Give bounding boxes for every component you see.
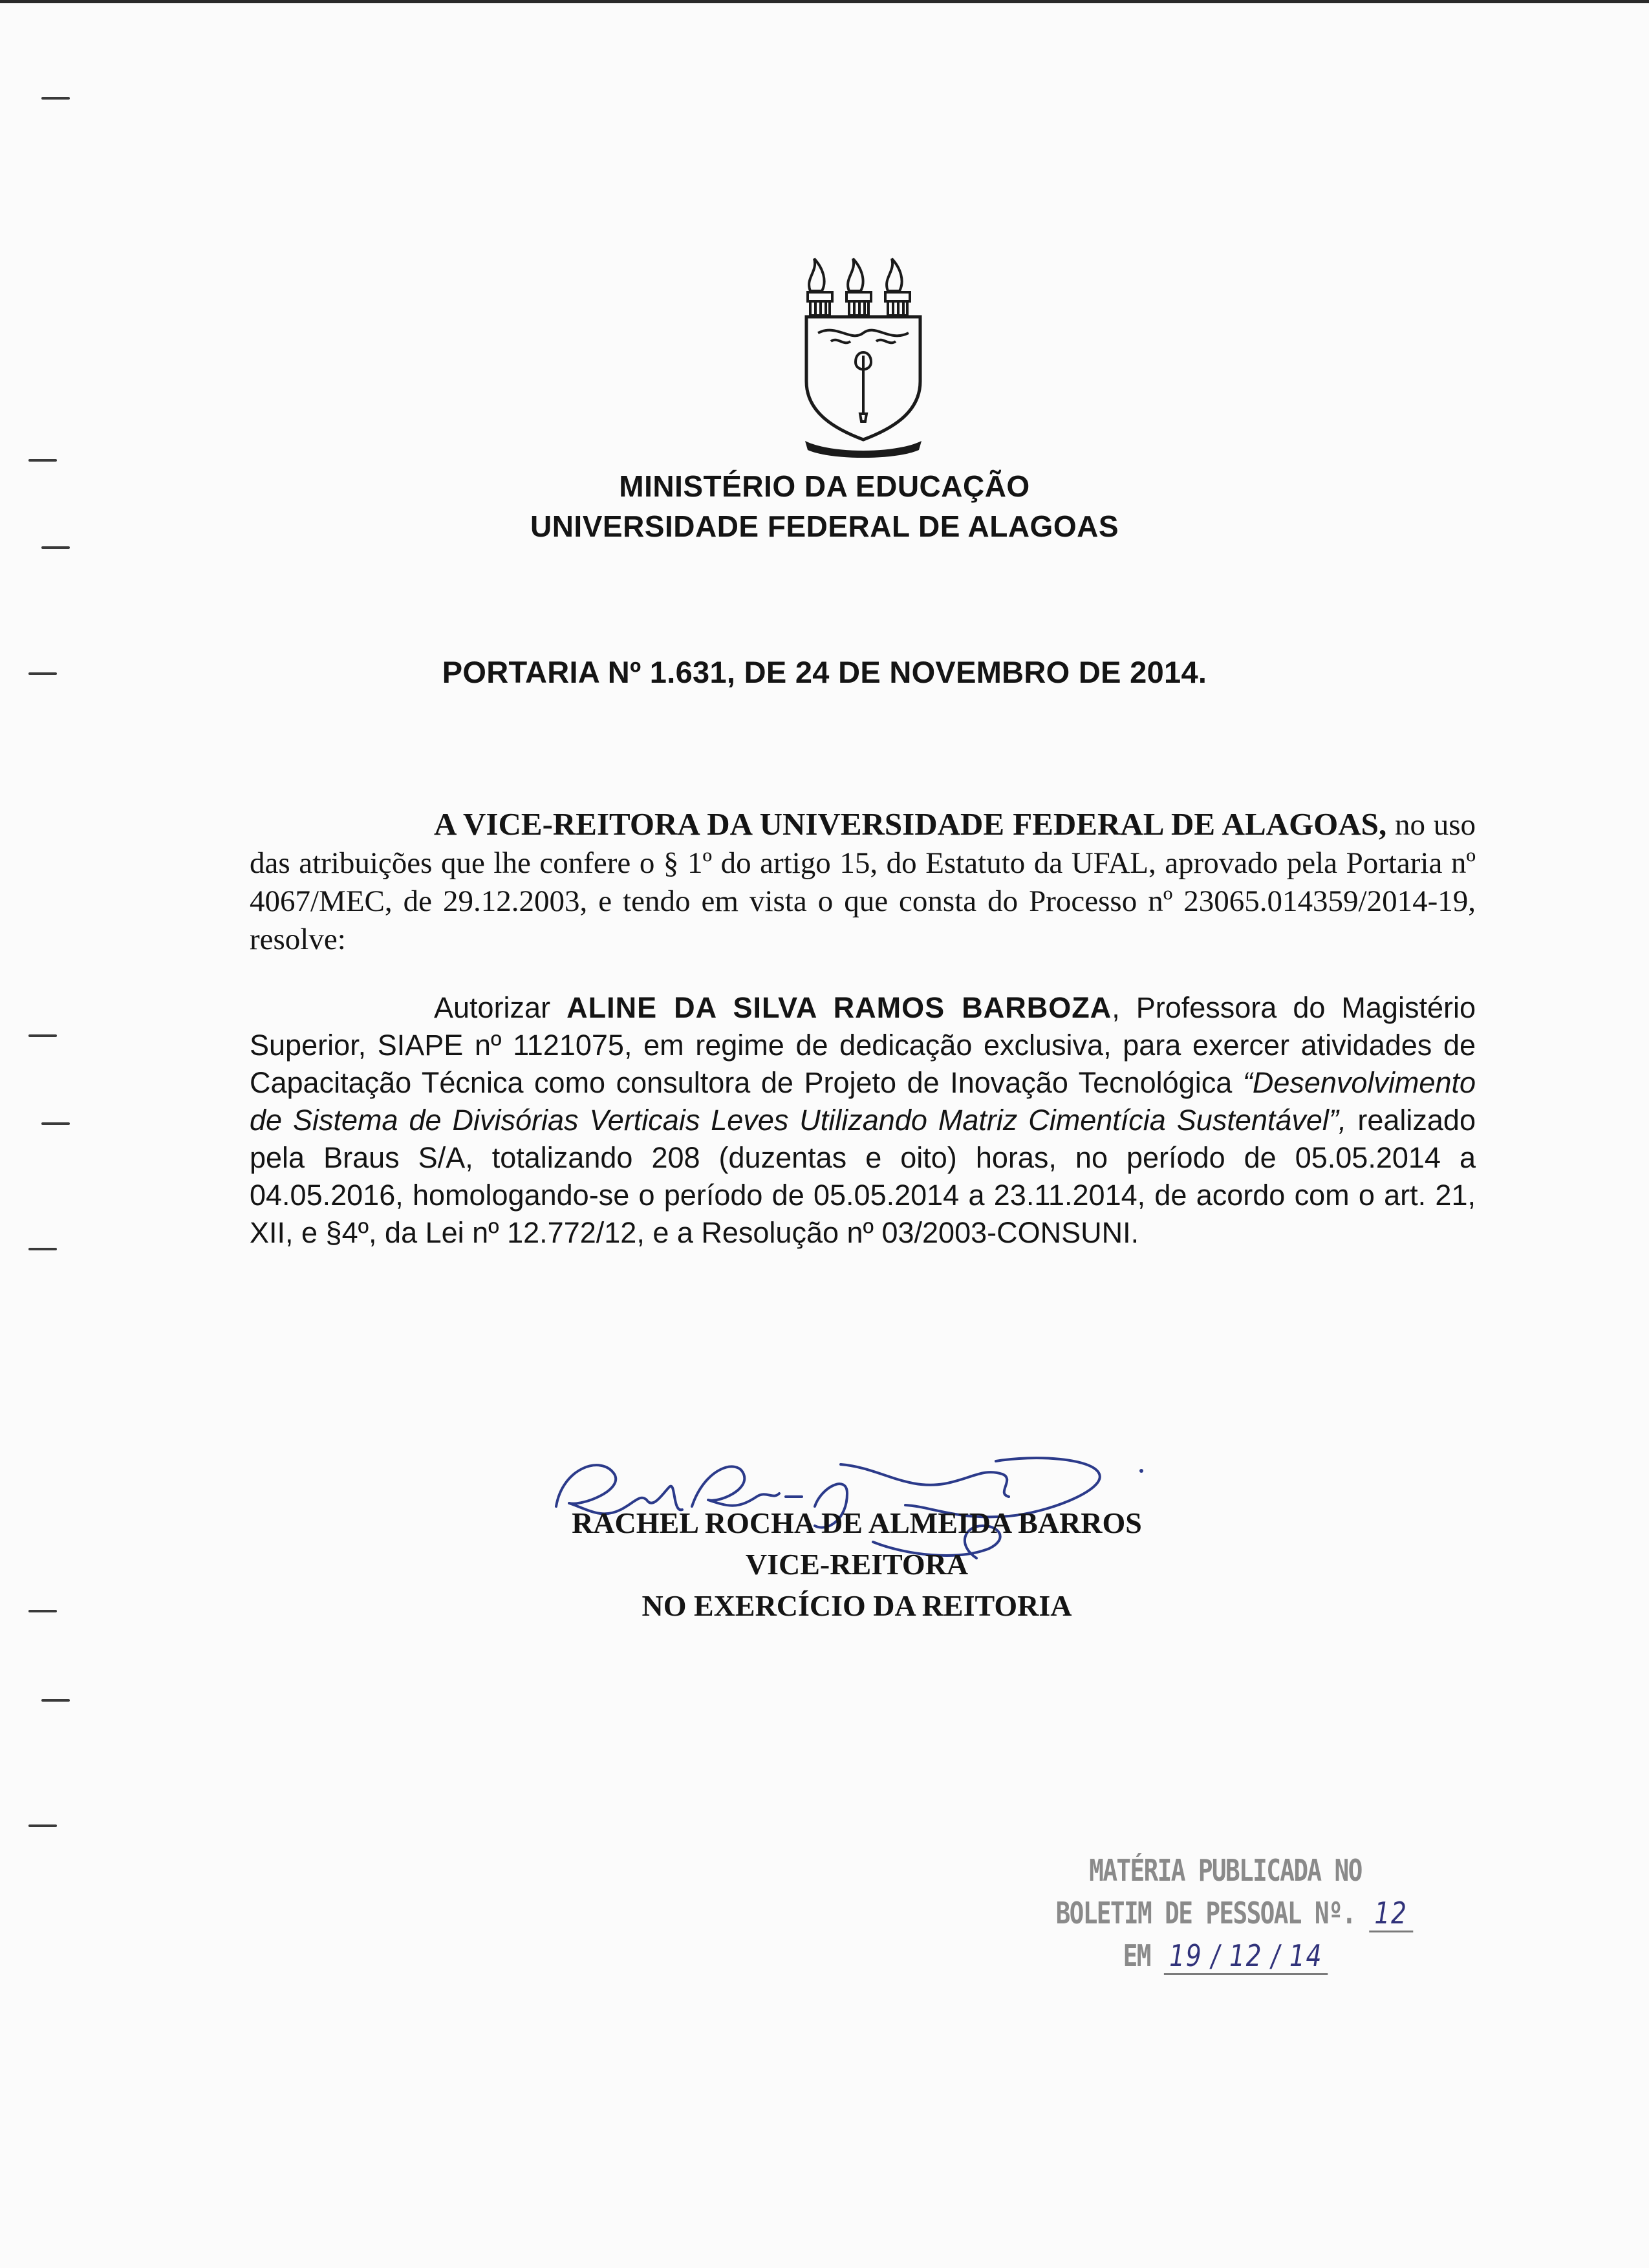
stamp-line-3 <box>1056 1934 1396 1977</box>
punch-hole-marks <box>0 0 78 2268</box>
stamp-line-2 <box>1055 1892 1408 1934</box>
stamp-line-1: MATÉRIA PUBLICADA NO <box>1089 1853 1362 1888</box>
hole-mark <box>41 1699 70 1702</box>
preamble-body: no uso das atribuições que lhe confere o § 1º do artigo 15, do Estatuto da UFAL, aprovado pela Portaria nº 4067/MEC, de 29.12.2003, e tendo em vista o que consta do Processo nº 23065.014359/2014-19, resolve: <box>250 808 1476 956</box>
resolution-paragraph <box>250 989 1476 1252</box>
signatory-duty: NO EXERCÍCIO DA REITORIA <box>641 1589 1072 1622</box>
hole-mark <box>28 459 57 462</box>
ordinance-title: PORTARIA Nº 1.631, DE 24 DE NOVEMBRO DE 2014. <box>442 655 1207 689</box>
stamp-bulletin-number: 12 <box>1369 1896 1413 1932</box>
hole-mark <box>28 1248 57 1250</box>
resolution-text-after: realizado pela Braus S/A, totalizando 208 (duzentas e oito) horas, no período de 05.05.2014 a 04.05.2016, homologando-se o período de 05.05.2014 a 23.11.2014, de acordo com o art. 21, XII, e §4º, da Lei nº 12.772/12, e a Resolução nº 03/2003-CONSUNI. <box>250 1104 1476 1249</box>
publication-stamp <box>1018 1849 1432 1977</box>
stamp-bulletin-label: BOLETIM DE PESSOAL Nº. <box>1055 1896 1356 1931</box>
resolution-verb: Autorizar <box>434 991 551 1024</box>
hole-mark <box>28 1824 57 1827</box>
top-border <box>0 0 1649 3</box>
university-heading: UNIVERSIDADE FEDERAL DE ALAGOAS <box>530 509 1119 543</box>
hole-mark <box>28 1610 57 1612</box>
ufal-coat-of-arms-icon <box>799 252 928 459</box>
resolution-name: ALINE DA SILVA RAMOS BARBOZA <box>566 991 1112 1024</box>
hole-mark <box>41 1122 70 1125</box>
signatory-role: VICE-REITORA <box>745 1548 969 1581</box>
signatory-name: RACHEL ROCHA DE ALMEIDA BARROS <box>572 1506 1142 1539</box>
resolution-project-title: “Desenvolvimento de Sistema de Divisórias Verticais Leves Utilizando Matriz Cimentícia Sustentável”, <box>250 1066 1476 1137</box>
hole-mark <box>41 546 70 549</box>
stamp-date-label: EM <box>1123 1938 1150 1973</box>
ministry-heading: MINISTÉRIO DA EDUCAÇÃO <box>619 469 1030 503</box>
resolution-text-before: , Professora do Magistério Superior, SIAPE nº 1121075, em regime de dedicação exclusiva, para exercer atividades de Capacitação Técnica como consultora de Projeto de Inovação Tecnológica <box>250 991 1476 1099</box>
stamp-date-value: 19 / 12 / 14 <box>1164 1938 1328 1975</box>
hole-mark <box>41 97 70 100</box>
preamble-paragraph <box>250 805 1476 959</box>
preamble-lead: A VICE-REITORA DA UNIVERSIDADE FEDERAL DE ALAGOAS, <box>434 806 1387 842</box>
hole-mark <box>28 1034 57 1037</box>
